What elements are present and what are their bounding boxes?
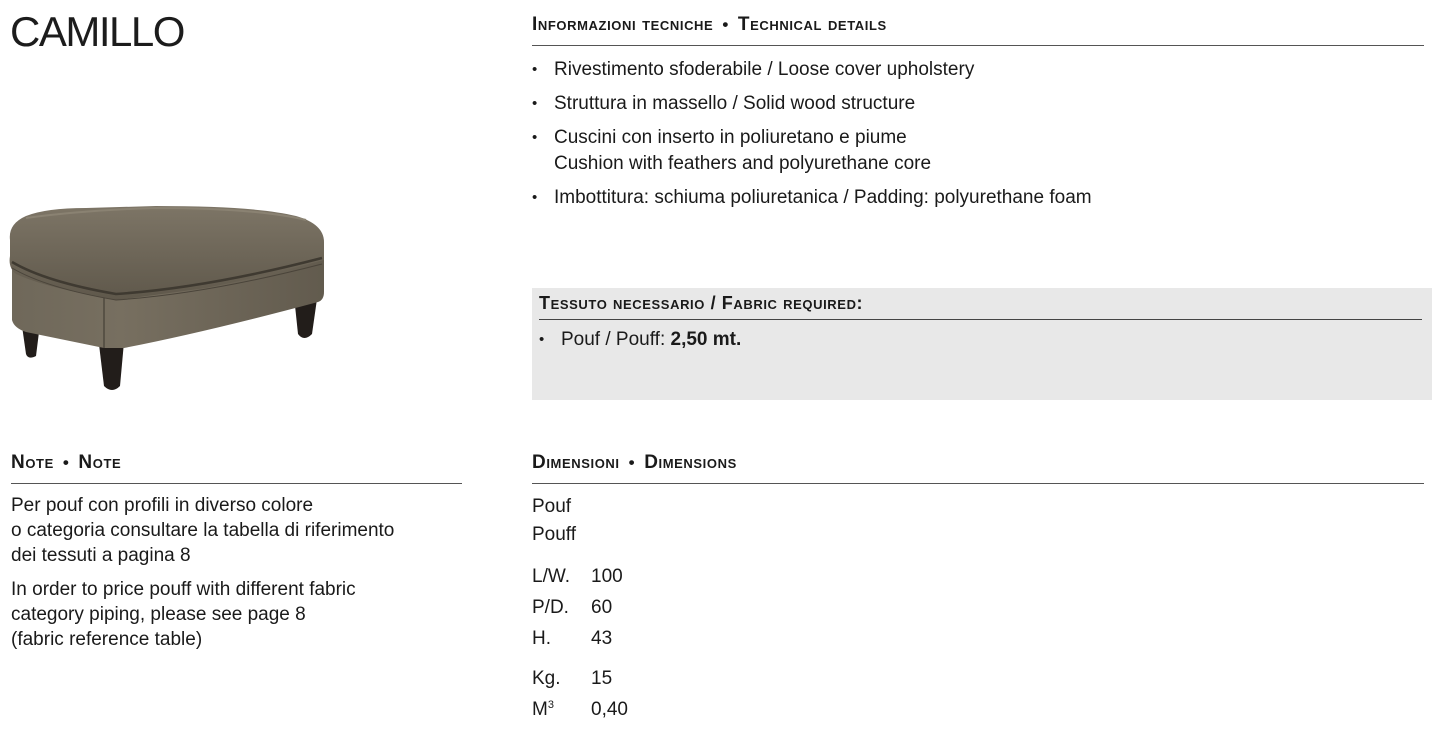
notes-text-english: In order to price pouff with different fabric category piping, please see page 8 (fabric reference table) <box>11 579 356 650</box>
notes-text-italian: Per pouf con profili in diverso colore o categoria consultare la tabella di riferimento dei tessuti a pagina 8 <box>11 495 395 566</box>
heading-divider <box>532 45 1424 46</box>
product-title: CAMILLO <box>10 8 184 55</box>
technical-details-heading <box>532 14 1424 36</box>
technical-details-section <box>532 14 1424 219</box>
depth-row <box>532 592 623 623</box>
list-item: • Struttura in massello / Solid wood structure <box>532 91 1424 117</box>
fabric-required-heading: Tessuto necessario / Fabric required: <box>539 293 864 313</box>
list-item <box>532 125 1424 177</box>
fabric-required-box <box>532 288 1432 400</box>
weight-volume-table <box>532 663 628 725</box>
weight-value: 15 <box>591 667 613 689</box>
depth-label: P/D. <box>532 596 569 618</box>
weight-label: Kg. <box>532 667 561 689</box>
volume-row <box>532 694 628 725</box>
item-name-italian: Pouf <box>532 496 572 517</box>
width-label: L/W. <box>532 565 571 587</box>
heading-english: Technical details <box>737 14 887 35</box>
heading-italian: Note <box>11 452 54 473</box>
dimensions-section <box>532 452 1424 725</box>
heading-english: Note <box>78 452 122 473</box>
fabric-item-value: 2,50 mt. <box>670 329 742 350</box>
heading-separator: • <box>62 453 70 472</box>
height-label: H. <box>532 627 551 649</box>
volume-exponent: 3 <box>547 698 554 711</box>
dimensions-heading <box>532 452 1424 474</box>
size-table <box>532 561 623 654</box>
heading-divider <box>539 319 1422 320</box>
width-value: 100 <box>591 565 623 587</box>
heading-italian: Informazioni tecniche <box>532 14 714 35</box>
weight-row <box>532 663 628 694</box>
pouf-product-image <box>6 196 332 396</box>
depth-value: 60 <box>591 596 613 618</box>
volume-label <box>532 694 591 725</box>
height-value: 43 <box>591 627 613 649</box>
notes-section <box>11 452 462 652</box>
volume-unit: M <box>532 698 548 720</box>
heading-divider <box>532 483 1424 484</box>
list-item-line: Cushion with feathers and polyurethane core <box>554 153 932 174</box>
height-row <box>532 623 623 654</box>
heading-separator: • <box>628 453 636 472</box>
heading-english: Dimensions <box>644 452 737 473</box>
list-item: • Rivestimento sfoderabile / Loose cover upholstery <box>532 57 1424 83</box>
list-item-line: Cuscini con inserto in poliuretano e piume <box>554 127 907 148</box>
fabric-item-label: Pouf / Pouff: <box>561 329 666 350</box>
fabric-item <box>539 328 1422 352</box>
item-name-english: Pouff <box>532 524 577 545</box>
width-row <box>532 561 623 592</box>
volume-value: 0,40 <box>591 698 628 720</box>
heading-italian: Dimensioni <box>532 452 620 473</box>
technical-details-list <box>532 57 1424 211</box>
notes-heading <box>11 452 462 474</box>
list-item: • Imbottitura: schiuma poliuretanica / Padding: polyurethane foam <box>532 185 1424 211</box>
heading-separator: • <box>722 15 729 34</box>
dimensions-item-names <box>532 493 1424 549</box>
heading-divider <box>11 483 462 484</box>
